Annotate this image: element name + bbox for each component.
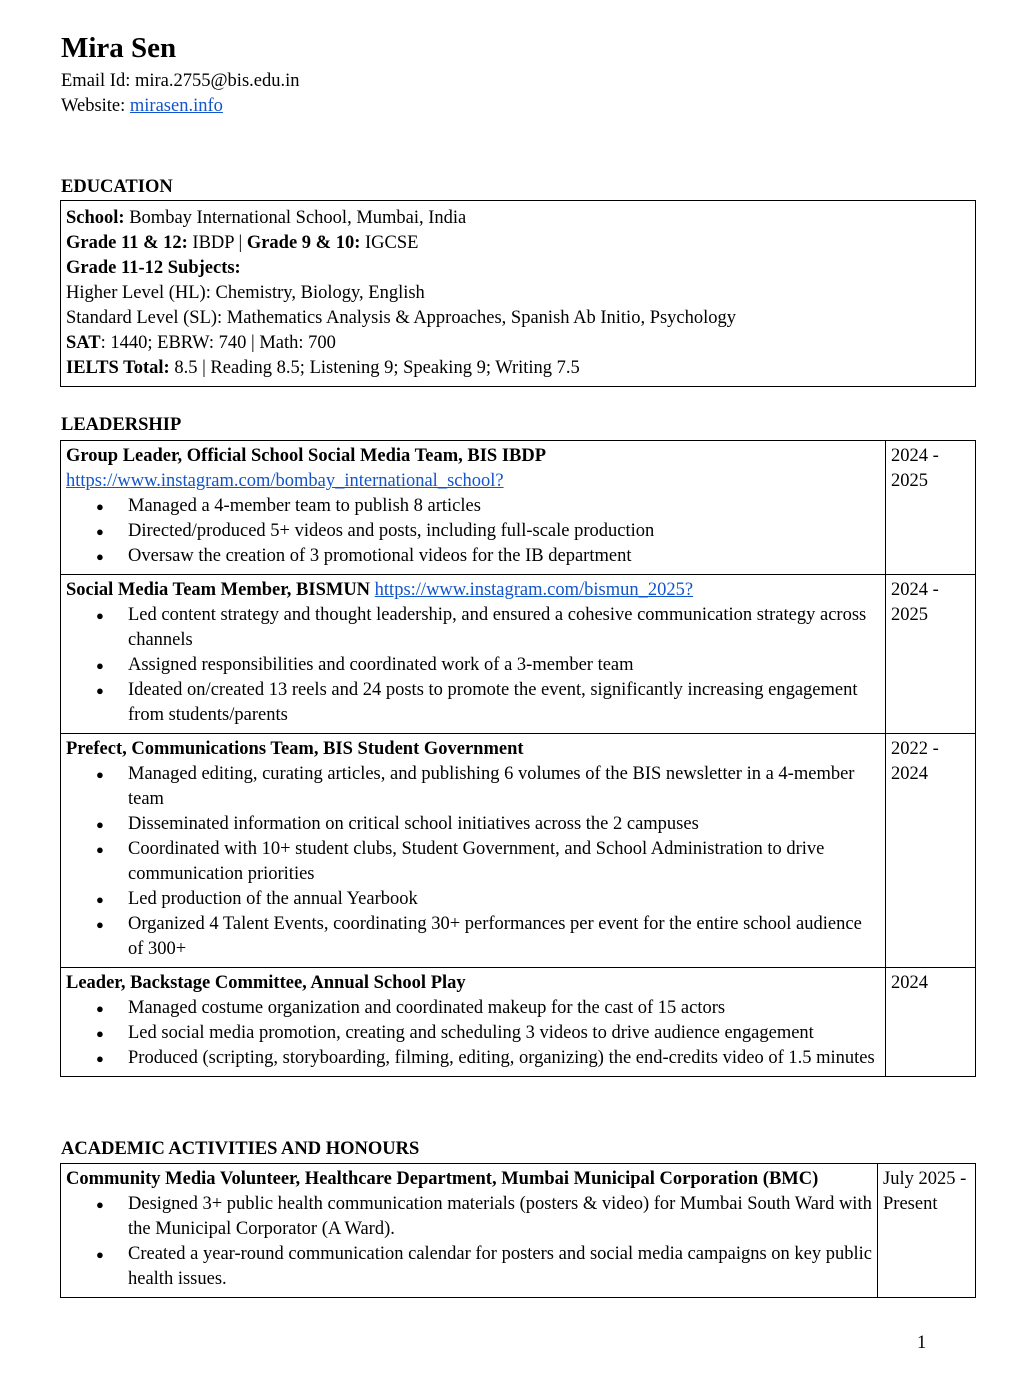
table-row — [61, 734, 976, 968]
bullet-item: ● Ideated on/created 13 reels and 24 posts to promote the event, significantly increasing engagement from students/parents — [128, 678, 880, 728]
candidate-name: Mira Sen — [61, 32, 177, 64]
leadership-table — [60, 440, 976, 1077]
entry-title-text: Leader, Backstage Committee, Annual School Play — [66, 973, 466, 993]
education-line — [66, 231, 970, 256]
education-heading: EDUCATION — [61, 177, 173, 197]
education-line — [66, 331, 970, 356]
education-label: Grade 9 & 10: — [246, 233, 361, 253]
education-line — [66, 256, 970, 281]
bullet-item: ● Led content strategy and thought leadership, and ensured a cohesive communication strategy across channels — [128, 603, 880, 653]
entry-cell — [61, 575, 886, 734]
education-label: School: — [66, 208, 125, 228]
bullet-item: ● Managed editing, curating articles, and publishing 6 volumes of the BIS newsletter in a 4-member team — [128, 762, 880, 812]
education-value: Bombay International School, Mumbai, India — [124, 208, 467, 228]
leadership-heading: LEADERSHIP — [61, 415, 182, 435]
entry-title-text: Group Leader, Official School Social Media Team, BIS IBDP — [66, 446, 547, 466]
bullet-item: ● Managed costume organization and coordinated makeup for the cast of 15 actors — [128, 996, 880, 1021]
contact-info — [61, 69, 300, 119]
education-value: IGCSE — [360, 233, 419, 253]
bullet-item: ● Coordinated with 10+ student clubs, Student Government, and School Administration to drive communication priorities — [128, 837, 880, 887]
entry-title — [66, 971, 880, 996]
entry-title-text: Community Media Volunteer, Healthcare Department, Mumbai Municipal Corporation (BMC) — [66, 1169, 819, 1189]
page-number: 1 — [917, 1333, 927, 1353]
bullet-item: ● Led production of the annual Yearbook — [128, 887, 880, 912]
bullet-item: ● Produced (scripting, storyboarding, filming, editing, organizing) the end-credits video of 1.5 minutes — [128, 1046, 880, 1071]
entry-date: 2024 — [886, 968, 976, 1077]
education-label: IELTS Total: — [66, 358, 170, 378]
education-value: Standard Level (SL): Mathematics Analysis & Approaches, Spanish Ab Initio, Psychology — [66, 308, 737, 328]
entry-title — [66, 444, 880, 469]
table-row — [61, 441, 976, 575]
bullet-item: ● Designed 3+ public health communication materials (posters & video) for Mumbai South Ward with the Municipal Corporator (A Ward). — [128, 1192, 872, 1242]
entry-date: 2024 - 2025 — [886, 441, 976, 575]
entry-cell — [61, 441, 886, 575]
education-line — [66, 306, 970, 331]
entry-cell — [61, 734, 886, 968]
bullet-item: ● Organized 4 Talent Events, coordinating 30+ performances per event for the entire school audience of 300+ — [128, 912, 880, 962]
entry-link[interactable]: https://www.instagram.com/bismun_2025? — [374, 580, 694, 600]
entry-date: 2022 - 2024 — [886, 734, 976, 968]
bullet-list — [66, 996, 880, 1071]
entry-title — [66, 737, 880, 762]
bullet-item: ● Created a year-round communication calendar for posters and social media campaigns on key public health issues. — [128, 1242, 872, 1292]
email: mira.2755@bis.edu.in — [134, 71, 300, 91]
entry-date: 2024 - 2025 — [886, 575, 976, 734]
bullet-item: ● Oversaw the creation of 3 promotional videos for the IB department — [128, 544, 880, 569]
table-row — [61, 968, 976, 1077]
bullet-list — [66, 762, 880, 962]
entry-link[interactable]: https://www.instagram.com/bombay_international_school? — [66, 471, 504, 491]
education-value: 8.5 | Reading 8.5; Listening 9; Speaking 9; Writing 7.5 — [169, 358, 580, 378]
entry-title — [66, 578, 880, 603]
education-line — [66, 356, 970, 381]
education-label: SAT — [66, 333, 101, 353]
education-label: Grade 11 & 12: — [66, 233, 188, 253]
education-value: Higher Level (HL): Chemistry, Biology, English — [66, 283, 425, 303]
entry-cell — [61, 1164, 878, 1298]
bullet-item: ● Managed a 4-member team to publish 8 articles — [128, 494, 880, 519]
education-value: IBDP | — [187, 233, 247, 253]
email-label: Email Id: — [61, 71, 131, 91]
education-label: Grade 11-12 Subjects: — [66, 258, 241, 278]
education-line — [66, 206, 970, 231]
bullet-item: ● Directed/produced 5+ videos and posts, including full-scale production — [128, 519, 880, 544]
website-label: Website: — [61, 96, 126, 116]
education-line — [66, 281, 970, 306]
bullet-list — [66, 494, 880, 569]
entry-link-line — [66, 469, 880, 494]
website-link[interactable]: mirasen.info — [129, 96, 223, 116]
bullet-item: ● Assigned responsibilities and coordinated work of a 3-member team — [128, 653, 880, 678]
education-value: : 1440; EBRW: 740 | Math: 700 — [100, 333, 336, 353]
bullet-list — [66, 603, 880, 728]
academic-heading: ACADEMIC ACTIVITIES AND HONOURS — [61, 1139, 420, 1159]
entry-date: July 2025 - Present — [878, 1164, 976, 1298]
academic-table — [60, 1163, 976, 1298]
table-row — [61, 1164, 976, 1298]
bullet-list — [66, 1192, 872, 1292]
entry-cell — [61, 968, 886, 1077]
entry-title-text: Social Media Team Member, BISMUN — [66, 580, 371, 600]
bullet-item: ● Led social media promotion, creating and scheduling 3 videos to drive audience engagement — [128, 1021, 880, 1046]
table-row — [61, 575, 976, 734]
entry-title-text: Prefect, Communications Team, BIS Student Government — [66, 739, 524, 759]
bullet-item: ● Disseminated information on critical school initiatives across the 2 campuses — [128, 812, 880, 837]
education-box — [60, 200, 976, 387]
entry-title — [66, 1167, 872, 1192]
